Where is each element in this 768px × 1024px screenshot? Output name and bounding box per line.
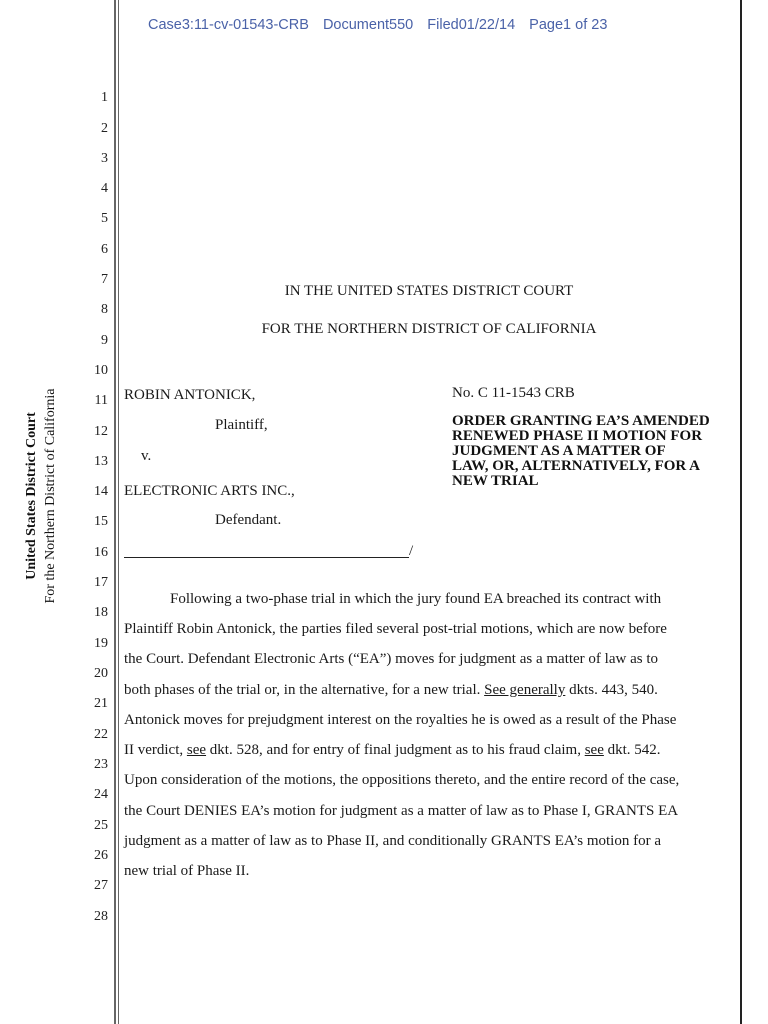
line-number: 27: [94, 878, 108, 893]
line-number: 24: [94, 787, 108, 802]
versus: v.: [141, 448, 152, 464]
court-sidebar-label: [22, 366, 62, 626]
document-number-stamp: Document550: [322, 17, 414, 33]
body-line-6: II verdict, see dkt. 528, and for entry of final judgment as to his fraud claim, see dkt. 542.: [124, 742, 661, 758]
line-number: 14: [94, 484, 108, 499]
order-title-line: ORDER GRANTING EA’S AMENDED: [452, 413, 710, 429]
line-number: 13: [94, 454, 108, 469]
body-line-8: the Court DENIES EA’s motion for judgment as a matter of law as to Phase I, GRANTS EA: [124, 803, 679, 819]
body-line-7: Upon consideration of the motions, the oppositions thereto, and the entire record of the case,: [124, 772, 680, 788]
body-line-9: judgment as a matter of law as to Phase II, and conditionally GRANTS EA’s motion for a: [124, 833, 661, 849]
order-title-line: RENEWED PHASE II MOTION FOR: [452, 428, 703, 444]
line-number: 1: [101, 90, 108, 105]
line-number: 5: [101, 211, 108, 226]
right-margin-rule: [740, 0, 742, 1024]
line-number: 19: [94, 636, 108, 651]
left-margin-rule: [114, 0, 116, 1024]
plaintiff-name: ROBIN ANTONICK,: [124, 387, 256, 403]
body-line-10: new trial of Phase II.: [124, 863, 250, 879]
order-title-line: JUDGMENT AS A MATTER OF: [452, 443, 666, 459]
caption-slash: /: [409, 543, 414, 559]
line-number: 8: [101, 302, 108, 317]
line-number: 10: [94, 363, 108, 378]
body-line-2: Plaintiff Robin Antonick, the parties filed several post-trial motions, which are now before: [124, 621, 667, 637]
line-number: 11: [94, 393, 108, 408]
body-line-1: Following a two-phase trial in which the jury found EA breached its contract with: [170, 591, 662, 607]
court-title-line2: FOR THE NORTHERN DISTRICT OF CALIFORNIA: [261, 321, 597, 337]
page-count-stamp: Page1 of 23: [529, 17, 608, 33]
line-number: 21: [94, 696, 108, 711]
body-line-5: Antonick moves for prejudgment interest on the royalties he is owed as a result of the Phase: [124, 712, 677, 728]
case-number-stamp: Case3:11-cv-01543-CRB: [148, 17, 309, 33]
plaintiff-role: Plaintiff,: [215, 417, 268, 433]
sidebar-district-name: For the Northern District of California: [43, 388, 58, 604]
line-number: 6: [101, 242, 108, 257]
order-title-line: LAW, OR, ALTERNATIVELY, FOR A: [452, 458, 701, 474]
court-title-line1: IN THE UNITED STATES DISTRICT COURT: [284, 283, 574, 299]
filing-header: [148, 17, 607, 33]
line-number: 17: [94, 575, 108, 590]
left-margin-rule-inner: [118, 0, 119, 1024]
filed-date-stamp: Filed01/22/14: [427, 17, 516, 33]
line-number: 18: [94, 605, 108, 620]
defendant-name: ELECTRONIC ARTS INC.,: [124, 483, 295, 499]
order-title: [452, 414, 742, 489]
line-number: 2: [101, 121, 108, 136]
line-number: 26: [94, 848, 108, 863]
order-title-line: NEW TRIAL: [452, 473, 539, 489]
line-number: 16: [94, 545, 108, 560]
line-number: 9: [101, 333, 108, 348]
line-number: 22: [94, 727, 108, 742]
citation-signal: See generally: [484, 682, 566, 698]
caption-signature-line: [124, 557, 409, 558]
line-number: 4: [101, 181, 108, 196]
case-number: No. C 11-1543 CRB: [452, 385, 575, 401]
line-number: 12: [94, 424, 108, 439]
citation-signal: see: [584, 742, 604, 758]
line-number: 25: [94, 818, 108, 833]
sidebar-court-name: United States District Court: [24, 412, 39, 580]
line-number: 23: [94, 757, 108, 772]
defendant-role: Defendant.: [215, 512, 282, 528]
line-number: 3: [101, 151, 108, 166]
body-line-4: both phases of the trial or, in the alternative, for a new trial. See generally dkts. 443, 540.: [124, 682, 658, 698]
line-number: 15: [94, 514, 108, 529]
citation-signal: see: [186, 742, 207, 758]
line-number: 28: [94, 909, 108, 924]
body-line-3: the Court. Defendant Electronic Arts (“EA”) moves for judgment as a matter of law as to: [124, 651, 658, 667]
line-number: 7: [101, 272, 108, 287]
line-number: 20: [94, 666, 108, 681]
